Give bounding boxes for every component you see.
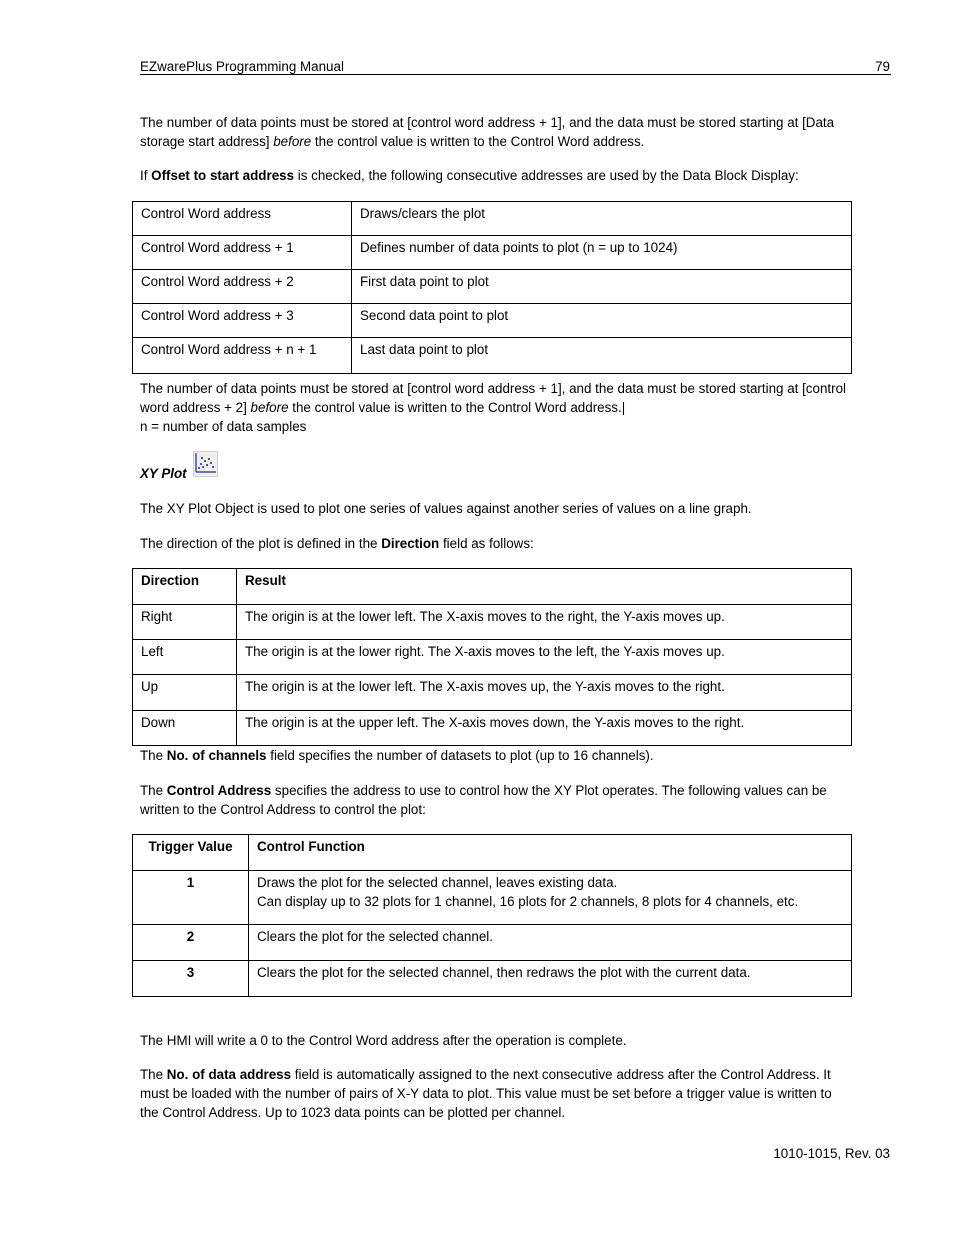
emphasis: before [250, 400, 289, 415]
running-header-title: EZwarePlus Programming Manual [140, 59, 344, 74]
text: If [140, 168, 152, 183]
table-cell: The origin is at the lower left. The X-axis moves to the right, the Y-axis moves up. [237, 605, 852, 640]
table-row [133, 871, 852, 925]
table-control-word-addresses [132, 201, 852, 374]
bold-term: No. of channels [166, 748, 267, 763]
text: n = number of data samples [140, 419, 307, 434]
table-cell: 3 [133, 961, 249, 997]
text: The [140, 748, 167, 763]
table-cell: The origin is at the lower right. The X-axis moves to the left, the Y-axis moves up. [237, 640, 852, 675]
table-cell: First data point to plot [352, 270, 852, 304]
paragraph-xy-description: The XY Plot Object is used to plot one series of values against another series of values on a line graph. [140, 501, 752, 516]
table-header-cell: Result [237, 569, 852, 605]
table-cell: Control Word address + 2 [133, 270, 352, 304]
table-row [133, 961, 852, 997]
table-cell [249, 871, 852, 925]
text: field as follows: [439, 536, 534, 551]
table-row [133, 675, 852, 711]
table-row [133, 202, 852, 236]
table-cell: The origin is at the upper left. The X-axis moves down, the Y-axis moves to the right. [237, 711, 852, 746]
table-cell: Up [133, 675, 237, 711]
table-cell: Control Word address + 1 [133, 236, 352, 270]
paragraph-control-address [140, 781, 855, 819]
text: specifies the address to use to control how the XY Plot operates. The following values can be written to the Control Address to control the plot: [140, 783, 827, 817]
table-row [133, 605, 852, 640]
table-cell: 2 [133, 925, 249, 961]
emphasis: before [273, 134, 312, 149]
table-cell: Control Word address + n + 1 [133, 338, 352, 374]
table-header-row [133, 835, 852, 871]
bold-term: Control Address [166, 783, 272, 798]
table-row [133, 925, 852, 961]
table-cell: The origin is at the lower left. The X-axis moves up, the Y-axis moves to the right. [237, 675, 852, 711]
text: The [140, 783, 167, 798]
table-row [133, 270, 852, 304]
table-cell: Clears the plot for the selected channel, then redraws the plot with the current data. [249, 961, 852, 997]
text: Can display up to 32 plots for 1 channel, 16 plots for 2 channels, 8 plots for 4 channels, etc. [257, 894, 799, 909]
table-row [133, 711, 852, 746]
table-direction [132, 568, 852, 746]
paragraph-offset [140, 166, 855, 185]
table-row [133, 304, 852, 338]
table-header-cell: Direction [133, 569, 237, 605]
text: is checked, the following consecutive addresses are used by the Data Block Display: [294, 168, 799, 183]
text: The number of data points must be stored at [control word address + 1], and the data must be stored starting at [control word address + 2] [140, 381, 847, 415]
xy-plot-icon [193, 451, 218, 477]
document-revision-footer: 1010-1015, Rev. 03 [773, 1146, 890, 1161]
table-cell: Last data point to plot [352, 338, 852, 374]
paragraph-channels [140, 746, 855, 765]
bold-term: Direction [381, 536, 440, 551]
page-number: 79 [875, 59, 890, 74]
table-cell: Defines number of data points to plot (n = up to 1024) [352, 236, 852, 270]
table-header-cell: Trigger Value [133, 835, 249, 871]
table-row [133, 338, 852, 374]
text: The number of data points must be stored at [control word address + 1], and the data must be stored starting at [Data storage start address] [140, 115, 835, 149]
text: Draws the plot for the selected channel, leaves existing data. [257, 875, 618, 890]
header-rule [140, 74, 891, 75]
paragraph-data-address [140, 1065, 852, 1122]
section-heading-xy-plot: XY Plot [140, 466, 187, 481]
table-row [133, 236, 852, 270]
paragraph-direction [140, 534, 855, 553]
table-cell: Clears the plot for the selected channel. [249, 925, 852, 961]
table-row [133, 640, 852, 675]
text: the control value is written to the Control Word address. [311, 134, 645, 149]
table-header-row [133, 569, 852, 605]
table-cell: Down [133, 711, 237, 746]
table-cell: Control Word address + 3 [133, 304, 352, 338]
text: field specifies the number of datasets to plot (up to 16 channels). [266, 748, 654, 763]
paragraph-hmi-write: The HMI will write a 0 to the Control Word address after the operation is complete. [140, 1033, 627, 1048]
table-cell: Draws/clears the plot [352, 202, 852, 236]
text: field is automatically assigned to the next consecutive address after the Control Address. It must be loaded with the number of pairs of X-Y data to plot. This value must be set before a trigger value is written to the Control Address. Up to 1023 data points can be plotted per channel. [140, 1067, 832, 1120]
table-header-cell: Control Function [249, 835, 852, 871]
table-cell: Control Word address [133, 202, 352, 236]
table-cell: Second data point to plot [352, 304, 852, 338]
table-cell: 1 [133, 871, 249, 925]
bold-term: Offset to start address [151, 168, 295, 183]
text: The direction of the plot is defined in the [140, 536, 382, 551]
paragraph-data-points [140, 379, 855, 436]
table-trigger-values [132, 834, 852, 997]
table-cell: Right [133, 605, 237, 640]
text: The [140, 1067, 167, 1082]
text: the control value is written to the Control Word address.| [288, 400, 626, 415]
paragraph-data-storage [140, 113, 855, 151]
table-cell: Left [133, 640, 237, 675]
bold-term: No. of data address [166, 1067, 292, 1082]
